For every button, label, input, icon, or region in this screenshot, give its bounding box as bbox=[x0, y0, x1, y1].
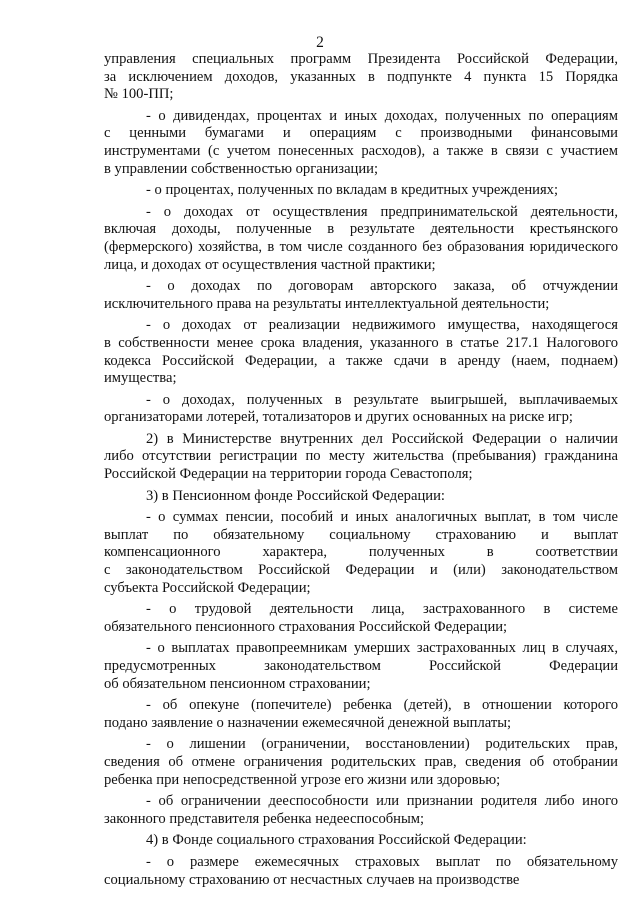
paragraph bbox=[104, 640, 618, 693]
paragraph bbox=[104, 697, 618, 732]
text-line: имущества; bbox=[104, 370, 177, 387]
text-line: ребенка при непосредственной угрозе его жизни или здоровью; bbox=[104, 771, 501, 788]
text-line: Российской Федерации на территории города Севастополя; bbox=[104, 466, 473, 483]
paragraph bbox=[104, 509, 618, 597]
text-line: обязательного пенсионного страхования Российской Федерации; bbox=[104, 618, 508, 635]
paragraph bbox=[104, 278, 618, 313]
text-line: инструментами (с учетом понесенных расходов), а также в связи с участием bbox=[104, 142, 618, 159]
text-line: (фермерского) хозяйства, в том числе созданного без образования юридического bbox=[104, 238, 618, 255]
paragraph bbox=[104, 51, 618, 104]
text-line: - о трудовой деятельности лица, застрахованного в системе bbox=[146, 601, 618, 618]
text-line: - о процентах, полученных по вкладам в кредитных учреждениях; bbox=[146, 182, 559, 199]
paragraph bbox=[104, 601, 618, 636]
text-line: с законодательством Российской Федерации и (или) законодательством bbox=[104, 562, 618, 579]
text-line: организаторами лотерей, тотализаторов и других основанных на риске игр; bbox=[104, 409, 573, 426]
text-line: - об опекуне (попечителе) ребенка (детей), в отношении которого bbox=[146, 697, 618, 714]
text-line: сведения об отмене ограничения родительских прав, сведения об отобрании bbox=[104, 753, 618, 770]
text-line: подано заявление о назначении ежемесячной денежной выплаты; bbox=[104, 714, 512, 731]
text-line: выплат по обязательному социальному страхованию и выплат bbox=[104, 526, 618, 543]
paragraph bbox=[104, 488, 618, 506]
text-line: - о суммах пенсии, пособий и иных аналогичных выплат, в том числе bbox=[146, 509, 618, 526]
paragraph bbox=[104, 392, 618, 427]
text-line: лица, и доходах от осуществления частной практики; bbox=[104, 256, 436, 273]
text-line: либо отсутствии регистрации по месту жительства (пребывания) гражданина bbox=[104, 448, 618, 465]
text-line: в управлении собственностью организации; bbox=[104, 160, 379, 177]
paragraph bbox=[104, 736, 618, 789]
text-line: управления специальных программ Президента Российской Федерации, bbox=[104, 51, 618, 67]
text-line: включая доходы, полученные в результате деятельности крестьянского bbox=[104, 221, 618, 238]
paragraph bbox=[104, 204, 618, 274]
paragraph bbox=[104, 854, 618, 889]
text-line: социальному страхованию от несчастных случаев на производстве bbox=[104, 871, 520, 888]
text-line: - о выплатах правопреемникам умерших застрахованных лиц в случаях, bbox=[146, 640, 618, 657]
text-line: - о дивидендах, процентах и иных доходах, полученных по операциям bbox=[146, 107, 618, 124]
text-line: компенсационного характера, полученных в соответствии bbox=[104, 544, 618, 561]
paragraph bbox=[104, 182, 618, 200]
text-line: - об ограничении дееспособности или признании родителя либо иного bbox=[146, 793, 618, 810]
text-line: - о доходах от реализации недвижимого имущества, находящегося bbox=[146, 317, 618, 334]
paragraph bbox=[104, 793, 618, 828]
document-body bbox=[104, 51, 618, 893]
text-line: - о лишении (ограничении, восстановлении) родительских прав, bbox=[146, 736, 618, 753]
paragraph bbox=[104, 431, 618, 484]
text-line: - о доходах от осуществления предпринимательской деятельности, bbox=[146, 203, 618, 220]
text-line: - о размере ежемесячных страховых выплат по обязательному bbox=[146, 853, 618, 870]
text-line: кодекса Российской Федерации, а также сдачи в аренду (наем, поднаем) bbox=[104, 352, 618, 369]
paragraph bbox=[104, 317, 618, 387]
text-line: 2) в Министерстве внутренних дел Российской Федерации о наличии bbox=[146, 430, 618, 447]
text-line: 4) в Фонде социального страхования Российской Федерации: bbox=[146, 832, 527, 849]
text-line: с ценными бумагами и операциям с производными финансовыми bbox=[104, 125, 618, 142]
paragraph bbox=[104, 832, 618, 850]
text-line: исключительного права на результаты интеллектуальной деятельности; bbox=[104, 295, 550, 312]
text-line: за исключением доходов, указанных в подпункте 4 пункта 15 Порядка bbox=[104, 68, 618, 85]
text-line: - о доходах по договорам авторского заказа, об отчуждении bbox=[146, 278, 618, 295]
text-line: предусмотренных законодательством Российской Федерации bbox=[104, 658, 618, 674]
text-line: - о доходах, полученных в результате выигрышей, выплачиваемых bbox=[146, 391, 618, 408]
text-line: субъекта Российской Федерации; bbox=[104, 579, 311, 596]
text-line: № 100-ПП; bbox=[104, 86, 174, 103]
text-line: в собственности менее срока владения, указанного в статье 217.1 Налогового bbox=[104, 334, 618, 351]
paragraph bbox=[104, 108, 618, 178]
text-line: об обязательном пенсионном страховании; bbox=[104, 675, 371, 692]
text-line: 3) в Пенсионном фонде Российской Федерации: bbox=[146, 487, 445, 504]
page-number: 2 bbox=[316, 34, 324, 51]
text-line: законного представителя ребенка недееспособным; bbox=[104, 810, 425, 827]
